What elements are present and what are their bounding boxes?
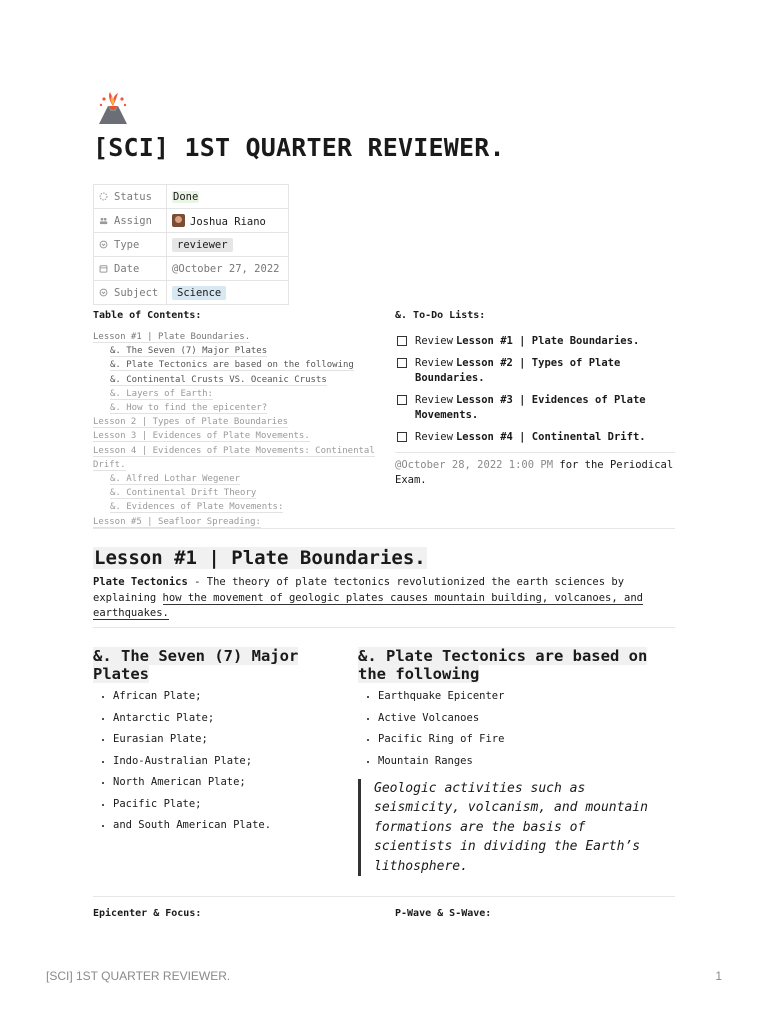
status-badge: Done xyxy=(173,190,199,203)
select-icon xyxy=(99,240,108,249)
toc-item[interactable]: Lesson #5 | Seafloor Spreading: xyxy=(93,516,261,527)
todo-list xyxy=(395,310,675,488)
todo-item: Review Lesson #4 | Continental Drift. xyxy=(395,430,675,445)
todo-item: Review Lesson #3 | Evidences of Plate Movements. xyxy=(395,393,675,423)
subject-tag: Science xyxy=(172,286,226,300)
toc-item[interactable]: &. The Seven (7) Major Plates xyxy=(110,346,268,357)
volcano-icon xyxy=(93,90,133,126)
list-item: • and South American Plate. xyxy=(113,818,323,832)
major-plates-section xyxy=(93,647,323,840)
toc-item[interactable]: &. How to find the epicenter? xyxy=(110,403,268,414)
list-item: • Pacific Plate; xyxy=(113,797,323,811)
toc-item[interactable]: &. Continental Drift Theory xyxy=(110,488,257,499)
calendar-icon xyxy=(99,264,108,273)
toc-item[interactable]: &. Evidences of Plate Movements: xyxy=(110,502,284,513)
lesson1-heading: Lesson #1 | Plate Boundaries. xyxy=(94,547,426,569)
select-icon xyxy=(99,288,108,297)
property-label: Assign xyxy=(114,214,152,227)
toc-item[interactable]: Lesson 2 | Types of Plate Boundaries xyxy=(93,417,289,428)
property-type[interactable] xyxy=(94,233,289,257)
major-plates-list xyxy=(93,689,323,832)
page-title: [SCI] 1ST QUARTER REVIEWER. xyxy=(93,133,505,162)
toc-item[interactable]: Lesson 4 | Evidences of Plate Movements: Continental Drift. xyxy=(93,445,375,470)
list-item: • Earthquake Epicenter xyxy=(378,689,673,703)
property-status[interactable] xyxy=(94,185,289,209)
todo-item: Review Lesson #2 | Types of Plate Boundaries. xyxy=(395,356,675,386)
toc-item[interactable]: &. Plate Tectonics are based on the following xyxy=(110,360,354,371)
property-assign[interactable] xyxy=(94,209,289,233)
todo-heading: &. To-Do Lists: xyxy=(395,310,486,321)
todo-note: @October 28, 2022 1:00 PM for the Periodical Exam. xyxy=(395,459,674,486)
todo-checkbox[interactable] xyxy=(397,432,407,442)
list-item: • Eurasian Plate; xyxy=(113,732,323,746)
page-number: 1 xyxy=(715,969,722,983)
toc-item[interactable]: &. Alfred Lothar Wegener xyxy=(110,474,241,485)
assignee-name: Joshua Riano xyxy=(190,215,266,228)
todo-item: Review Lesson #1 | Plate Boundaries. xyxy=(395,334,675,349)
date-value: @October 27, 2022 xyxy=(172,262,280,275)
list-item: • African Plate; xyxy=(113,689,323,703)
list-item: • Pacific Ring of Fire xyxy=(378,732,673,746)
major-plates-heading: &. The Seven (7) Major Plates xyxy=(93,647,299,683)
todo-checkbox[interactable] xyxy=(397,395,407,405)
plate-tectonics-section xyxy=(358,647,673,876)
property-label: Date xyxy=(114,262,140,275)
properties-table xyxy=(93,184,289,305)
plate-tectonics-heading: &. Plate Tectonics are based on the following xyxy=(358,647,648,683)
property-label: Subject xyxy=(114,286,159,299)
date-mention[interactable]: @October 28, 2022 1:00 PM xyxy=(395,459,554,471)
epicenter-heading: Epicenter & Focus: xyxy=(93,908,202,919)
toc-heading: Table of Contents: xyxy=(93,310,202,321)
plate-tectonics-list xyxy=(358,689,673,768)
toc-item[interactable]: Lesson #1 | Plate Boundaries. xyxy=(93,332,251,342)
list-item: • Mountain Ranges xyxy=(378,754,673,768)
list-item: • Antarctic Plate; xyxy=(113,711,323,725)
list-item: • Active Volcanoes xyxy=(378,711,673,725)
people-icon xyxy=(99,216,108,225)
divider xyxy=(93,528,675,529)
footer-title: [SCI] 1ST QUARTER REVIEWER. xyxy=(46,969,231,983)
toc-item[interactable]: &. Continental Crusts VS. Oceanic Crusts xyxy=(110,374,327,385)
divider xyxy=(395,452,675,453)
property-date[interactable] xyxy=(94,257,289,281)
toc-item[interactable]: Lesson 3 | Evidences of Plate Movements. xyxy=(93,431,310,442)
divider xyxy=(93,896,675,897)
todo-checkbox[interactable] xyxy=(397,336,407,346)
list-item: • Indo-Australian Plate; xyxy=(113,754,323,768)
property-subject[interactable] xyxy=(94,281,289,305)
toc-list xyxy=(93,330,383,529)
quote-block: Geologic activities such as seismicity, volcanism, and mountain formations are the basis of scientists in dividing the Earth’s lithosphere. xyxy=(358,779,664,877)
waves-heading: P-Wave & S-Wave: xyxy=(395,908,492,919)
table-of-contents xyxy=(93,310,383,529)
avatar xyxy=(172,214,185,227)
type-tag: reviewer xyxy=(172,238,233,252)
property-label: Type xyxy=(114,238,140,251)
property-label: Status xyxy=(114,190,152,203)
toc-item[interactable]: &. Layers of Earth: xyxy=(110,388,213,399)
todo-checkbox[interactable] xyxy=(397,358,407,368)
status-icon xyxy=(99,192,108,201)
list-item: • North American Plate; xyxy=(113,775,323,789)
lesson1-intro: Plate Tectonics - The theory of plate tectonics revolutionized the earth sciences by explaining how the movement of geologic plates causes mountain building, volcanoes, and earthquakes. xyxy=(93,576,643,619)
divider xyxy=(93,627,675,628)
